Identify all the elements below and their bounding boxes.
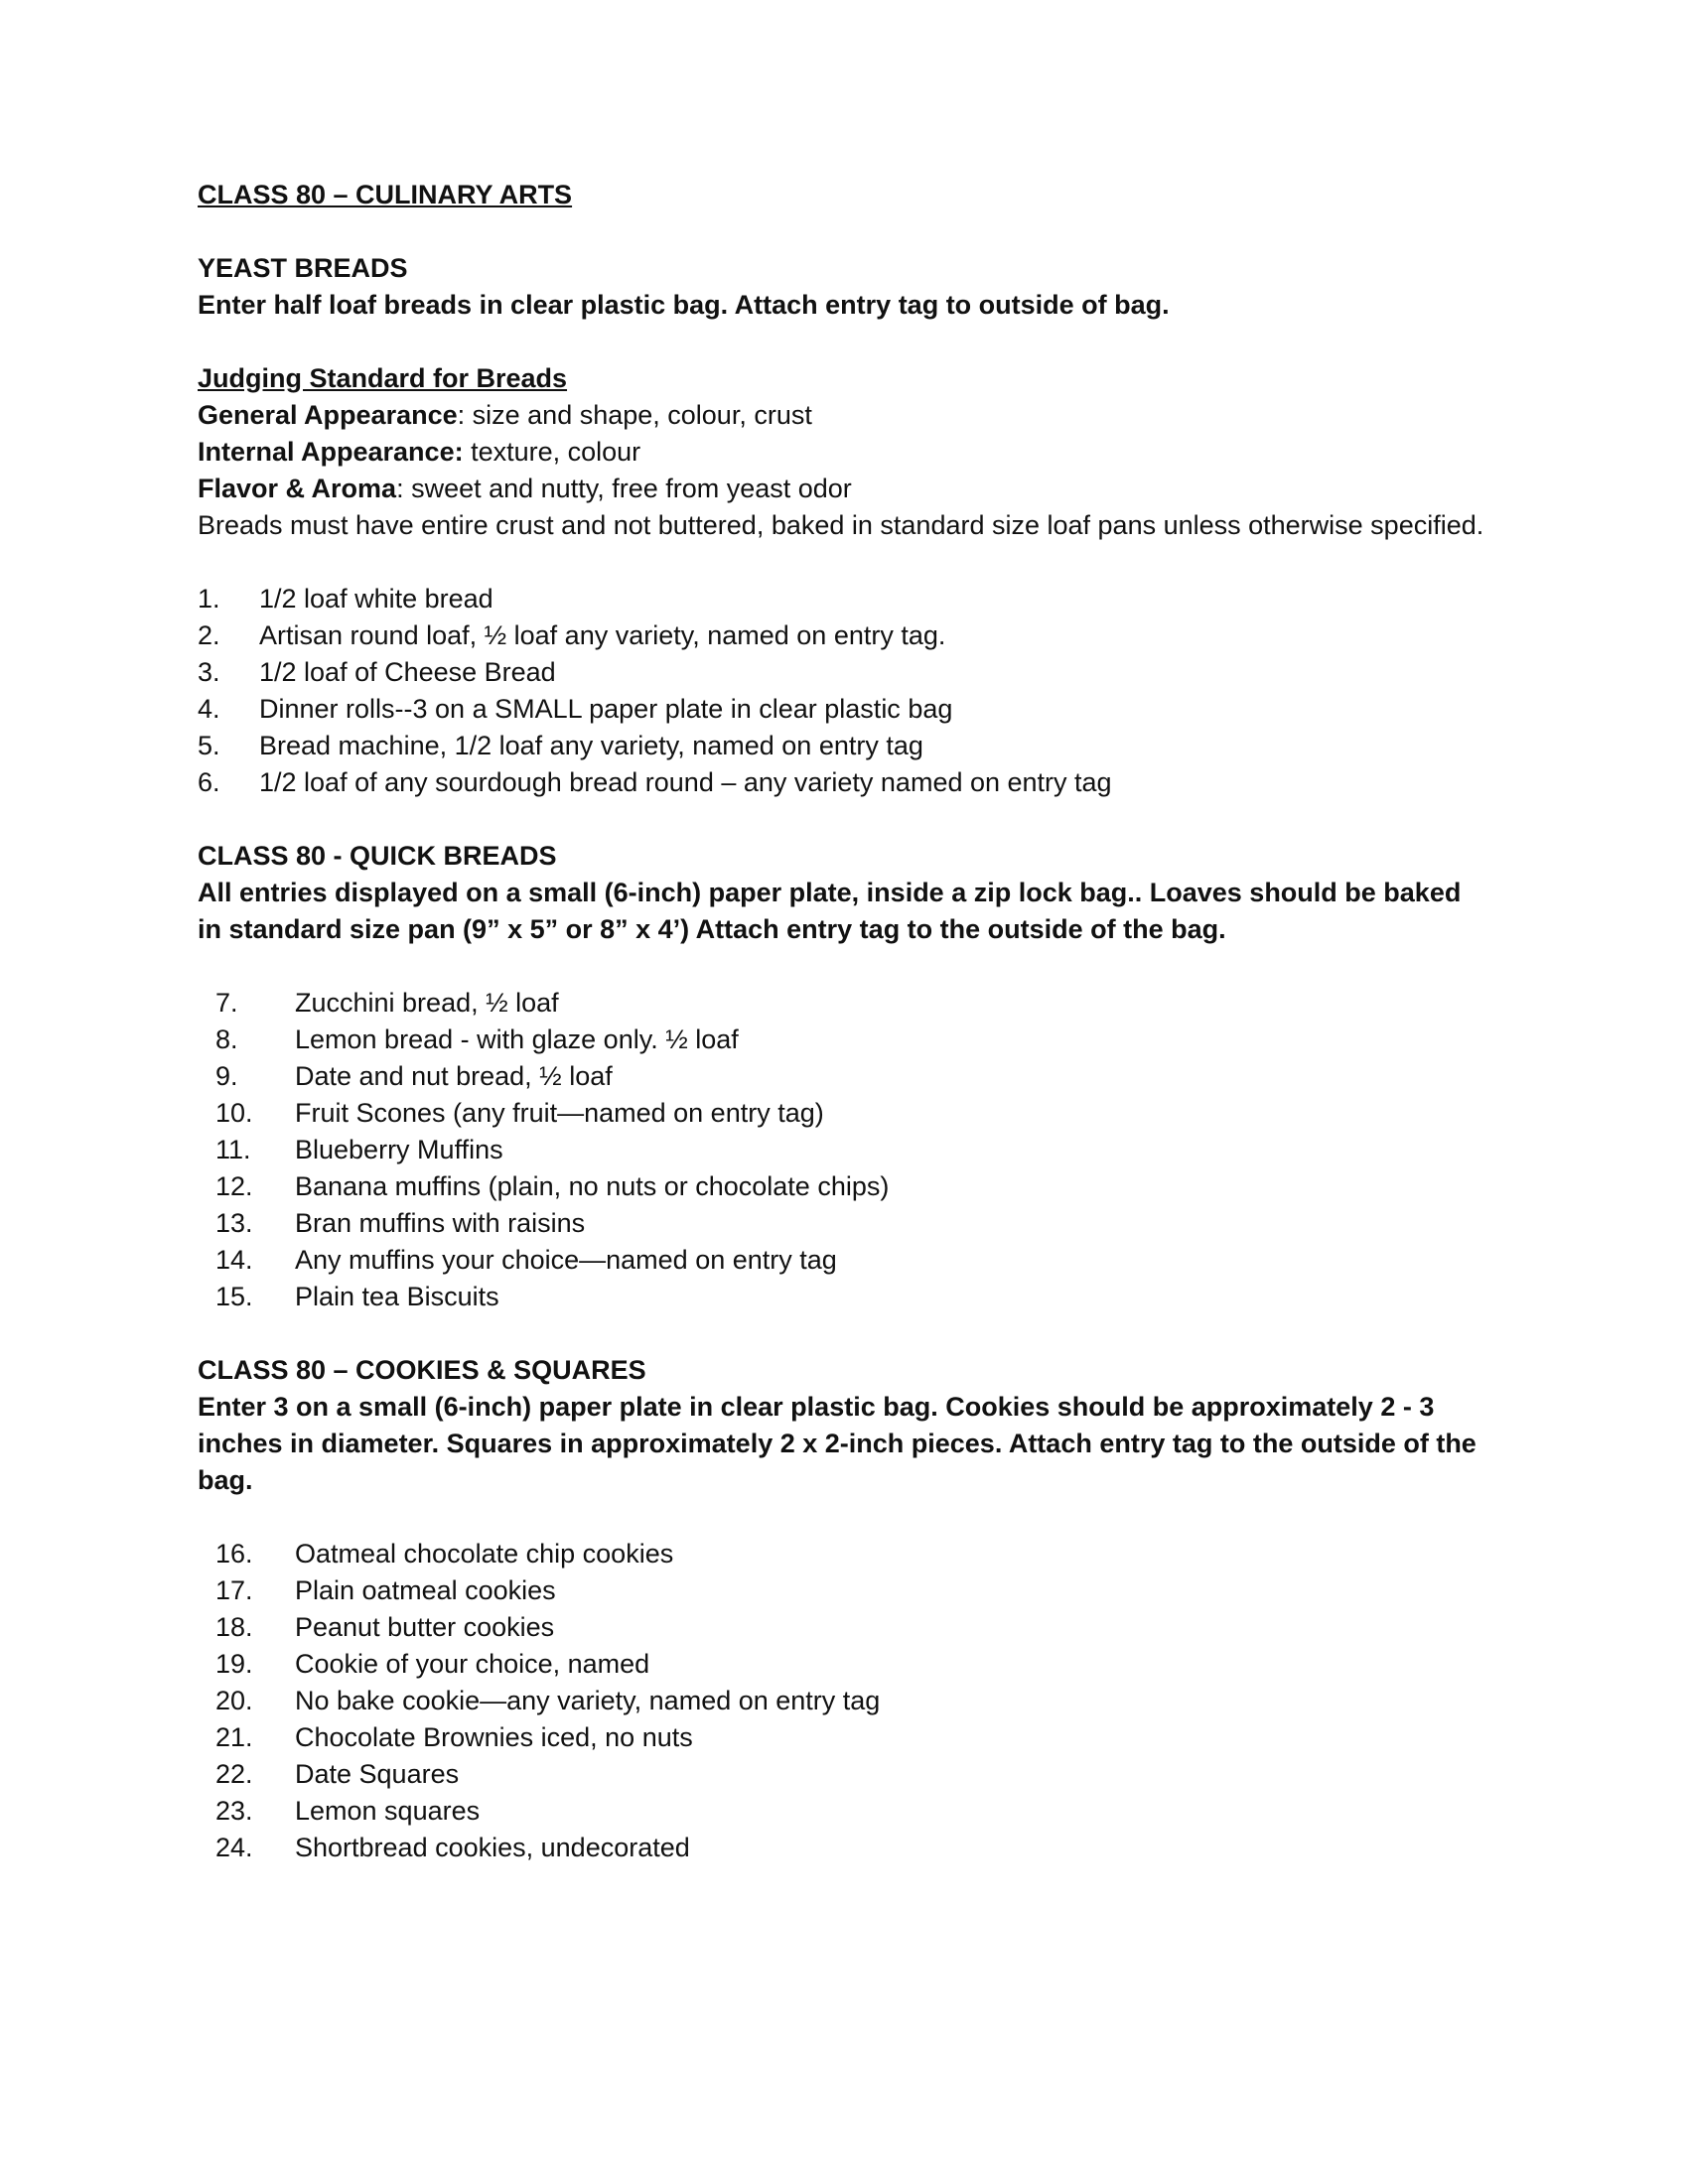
quick-breads-instruction: All entries displayed on a small (6-inch) paper plate, inside a zip lock bag.. Loaves should be baked in standard size pan (9” x 5” or 8” x 4’) Attach entry tag to the outside of the bag.	[198, 878, 1462, 944]
criterion-separator: :	[396, 474, 404, 503]
list-item	[198, 581, 1488, 617]
item-number: 20.	[215, 1686, 253, 1715]
item-text: Any muffins your choice—named on entry tag	[295, 1245, 837, 1275]
item-number: 14.	[215, 1245, 253, 1275]
quick-breads-heading: CLASS 80 - QUICK BREADS	[198, 841, 557, 871]
item-number: 10.	[215, 1098, 253, 1128]
breads-note: Breads must have entire crust and not buttered, baked in standard size loaf pans unless otherwise specified.	[198, 510, 1484, 540]
yeast-breads-section	[198, 250, 1488, 801]
list-item	[198, 1132, 1488, 1168]
criterion-label: Flavor & Aroma	[198, 474, 397, 503]
document-content	[198, 177, 1488, 1866]
list-item	[198, 728, 1488, 764]
item-number: 21.	[215, 1722, 253, 1752]
list-item	[198, 691, 1488, 728]
item-text: Banana muffins (plain, no nuts or chocolate chips)	[295, 1171, 890, 1201]
list-item	[198, 1022, 1488, 1058]
cookies-squares-instruction: Enter 3 on a small (6-inch) paper plate in clear plastic bag. Cookies should be approximately 2 - 3 inches in diameter. Squares in approximately 2 x 2-inch pieces. Attach entry tag to the outside of the bag.	[198, 1392, 1477, 1495]
yeast-breads-list	[198, 581, 1488, 801]
list-item	[198, 1719, 1488, 1756]
item-text: Oatmeal chocolate chip cookies	[295, 1539, 674, 1569]
item-number: 24.	[215, 1833, 253, 1862]
item-text: Bread machine, 1/2 loaf any variety, named on entry tag	[259, 731, 923, 760]
list-item	[198, 1242, 1488, 1279]
list-item	[198, 1646, 1488, 1683]
list-item	[198, 1168, 1488, 1205]
criterion-label: Internal Appearance:	[198, 437, 464, 467]
item-text: Blueberry Muffins	[295, 1135, 503, 1164]
item-number: 6.	[198, 767, 220, 797]
list-item	[198, 1572, 1488, 1609]
list-item	[198, 1756, 1488, 1793]
list-item	[198, 1058, 1488, 1095]
item-text: Artisan round loaf, ½ loaf any variety, named on entry tag.	[259, 620, 946, 650]
item-text: Peanut butter cookies	[295, 1612, 555, 1642]
item-text: Bran muffins with raisins	[295, 1208, 586, 1238]
criterion-internal-appearance	[198, 434, 1488, 471]
item-text: Zucchini bread, ½ loaf	[295, 988, 559, 1018]
list-item	[198, 1830, 1488, 1866]
page-title: CLASS 80 – CULINARY ARTS	[198, 180, 573, 209]
list-item	[198, 1279, 1488, 1315]
item-text: 1/2 loaf of Cheese Bread	[259, 657, 556, 687]
list-item	[198, 654, 1488, 691]
item-number: 9.	[215, 1061, 238, 1091]
item-number: 12.	[215, 1171, 253, 1201]
item-number: 11.	[215, 1135, 251, 1164]
item-text: Shortbread cookies, undecorated	[295, 1833, 690, 1862]
criterion-general-appearance	[198, 397, 1488, 434]
criterion-flavor-aroma	[198, 471, 1488, 507]
list-item	[198, 764, 1488, 801]
item-number: 8.	[215, 1024, 238, 1054]
item-number: 19.	[215, 1649, 253, 1679]
item-text: Cookie of your choice, named	[295, 1649, 650, 1679]
yeast-breads-instruction: Enter half loaf breads in clear plastic bag. Attach entry tag to outside of bag.	[198, 290, 1170, 320]
list-item	[198, 617, 1488, 654]
cookies-squares-list	[198, 1536, 1488, 1866]
list-item	[198, 1609, 1488, 1646]
criterion-text: texture, colour	[463, 437, 641, 467]
item-text: Lemon squares	[295, 1796, 481, 1826]
item-text: 1/2 loaf white bread	[259, 584, 493, 614]
cookies-squares-heading: CLASS 80 – COOKIES & SQUARES	[198, 1355, 646, 1385]
item-number: 4.	[198, 694, 220, 724]
judging-standard-title: Judging Standard for Breads	[198, 363, 568, 393]
criterion-text: sweet and nutty, free from yeast odor	[403, 474, 852, 503]
quick-breads-section	[198, 838, 1488, 1315]
item-number: 17.	[215, 1575, 253, 1605]
criterion-text: size and shape, colour, crust	[465, 400, 812, 430]
item-text: Date Squares	[295, 1759, 460, 1789]
item-text: No bake cookie—any variety, named on entry tag	[295, 1686, 881, 1715]
criterion-label: General Appearance	[198, 400, 458, 430]
item-text: Plain tea Biscuits	[295, 1282, 499, 1311]
item-text: Fruit Scones (any fruit—named on entry tag)	[295, 1098, 824, 1128]
item-number: 13.	[215, 1208, 253, 1238]
item-text: Plain oatmeal cookies	[295, 1575, 556, 1605]
item-number: 16.	[215, 1539, 253, 1569]
item-number: 23.	[215, 1796, 253, 1826]
quick-breads-list	[198, 985, 1488, 1315]
list-item	[198, 1683, 1488, 1719]
list-item	[198, 1536, 1488, 1572]
item-text: Dinner rolls--3 on a SMALL paper plate in clear plastic bag	[259, 694, 953, 724]
list-item	[198, 1095, 1488, 1132]
item-number: 5.	[198, 731, 220, 760]
list-item	[198, 985, 1488, 1022]
item-number: 15.	[215, 1282, 253, 1311]
list-item	[198, 1793, 1488, 1830]
item-number: 7.	[215, 988, 238, 1018]
item-number: 22.	[215, 1759, 253, 1789]
item-text: Chocolate Brownies iced, no nuts	[295, 1722, 693, 1752]
list-item	[198, 1205, 1488, 1242]
criterion-separator: :	[457, 400, 466, 430]
item-number: 2.	[198, 620, 220, 650]
item-text: Date and nut bread, ½ loaf	[295, 1061, 613, 1091]
item-text: 1/2 loaf of any sourdough bread round – any variety named on entry tag	[259, 767, 1112, 797]
item-text: Lemon bread - with glaze only. ½ loaf	[295, 1024, 739, 1054]
yeast-breads-heading: YEAST BREADS	[198, 253, 408, 283]
item-number: 18.	[215, 1612, 253, 1642]
item-number: 1.	[198, 584, 220, 614]
cookies-squares-section	[198, 1352, 1488, 1866]
item-number: 3.	[198, 657, 220, 687]
